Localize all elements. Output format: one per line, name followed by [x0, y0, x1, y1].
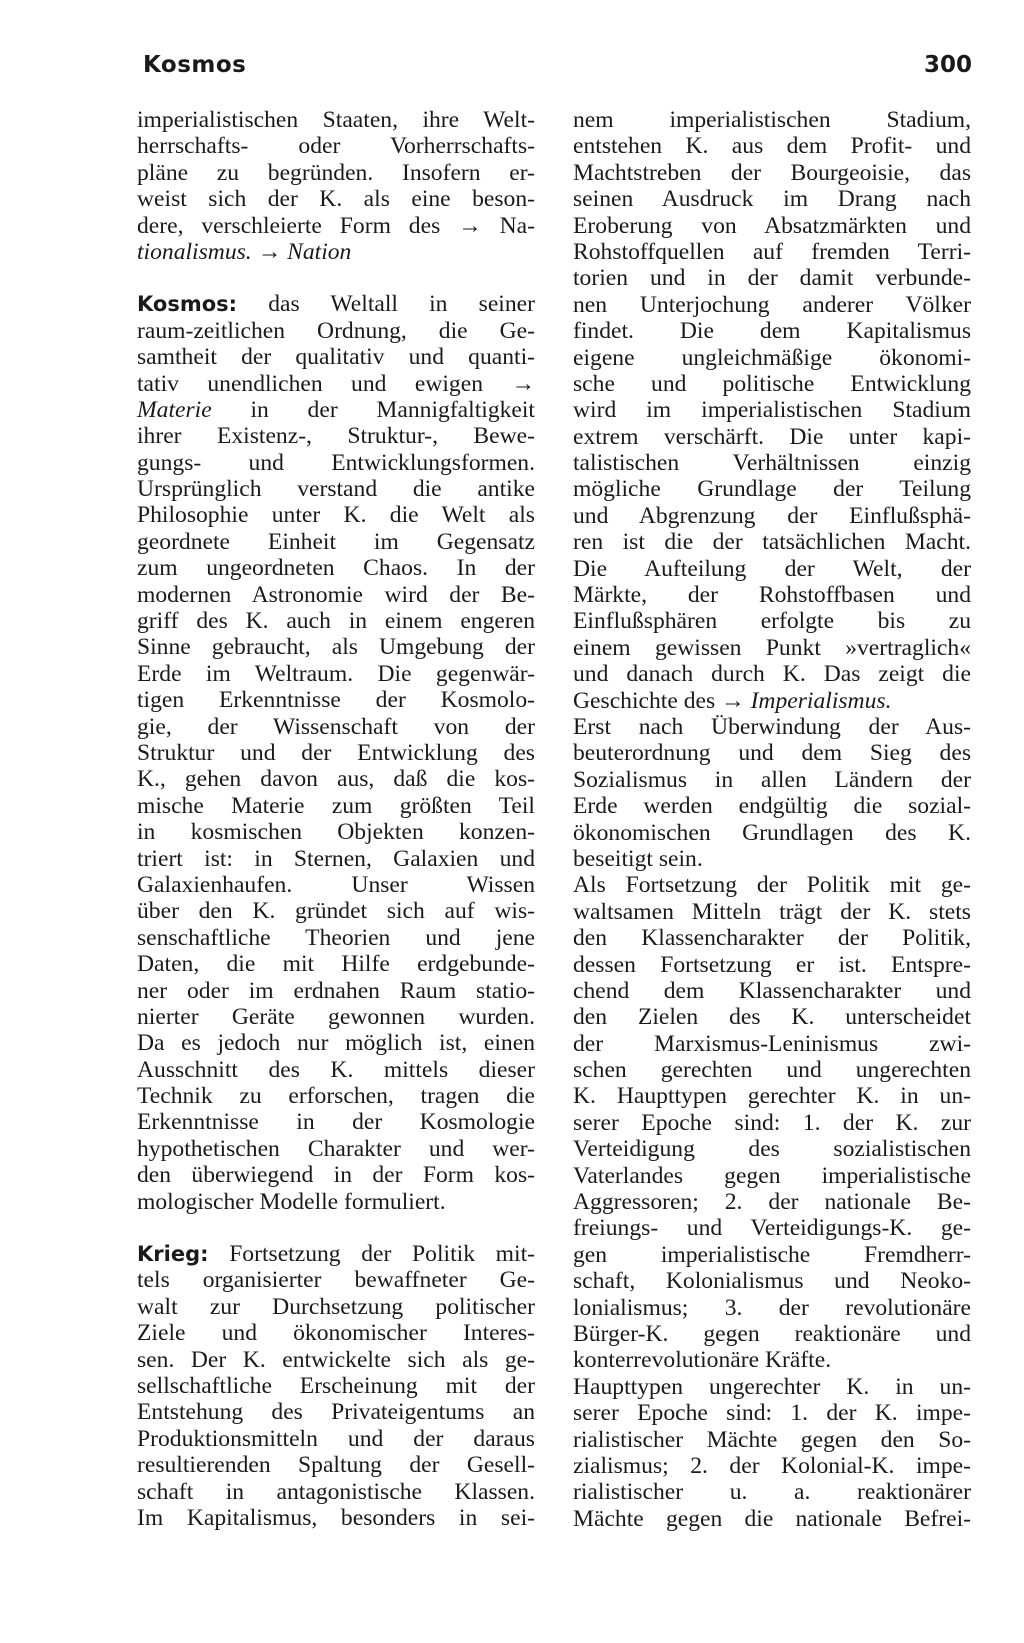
text-line: über den K. gründet sich auf wis- [137, 898, 535, 925]
text-line: nen Unterjochung anderer Völker [573, 291, 971, 318]
text-line: tativ unendlichen und ewigen → [137, 370, 535, 397]
text-line: Produktionsmitteln und der daraus [137, 1425, 535, 1452]
kosmos-line1-text: das Weltall in seiner [237, 291, 535, 318]
running-head: Kosmos [143, 52, 247, 78]
text-line: imperialistischen Staaten, ihre Welt- [137, 107, 535, 133]
text-line: gen imperialistische Fremdherr- [573, 1241, 971, 1268]
text-line: Verteidigung des sozialistischen [573, 1136, 971, 1163]
imperialismus-prefix: Geschichte des → [573, 687, 751, 714]
text-line: mologischer Modelle formuliert. [137, 1188, 446, 1215]
text-line: Erkenntnisse in der Kosmologie [137, 1109, 535, 1136]
text-line: torien und in der damit verbunde- [573, 265, 971, 292]
text-line: ihrer Existenz-, Struktur-, Bewe- [137, 423, 535, 450]
entry-krieg [137, 1241, 535, 1531]
krieg-continued-b [573, 714, 971, 846]
text-line: gie, der Wissenschaft von der [137, 713, 535, 740]
text-line: serer Epoche sind: 1. der K. impe- [573, 1400, 971, 1427]
krieg-text [137, 1267, 535, 1531]
text-line: Struktur und der Entwicklung des [137, 739, 535, 766]
text-line: einem gewissen Punkt »vertraglich« [573, 634, 971, 661]
materie-line-rest: in der Mannigfaltigkeit [211, 396, 535, 423]
text-line: Entstehung des Privateigentums an [137, 1399, 535, 1426]
text-line: tigen Erkenntnisse der Kosmolo- [137, 687, 535, 714]
kosmos-text-a [137, 318, 535, 397]
text-line: samtheit der qualitativ und quanti- [137, 344, 535, 371]
text-line: wird im imperialistischen Stadium [573, 397, 971, 424]
text-line: zum ungeordneten Chaos. In der [137, 555, 535, 582]
text-line: der Marxismus-Leninismus zwi- [573, 1030, 971, 1057]
text-line: schaft, Kolonialismus und Neoko- [573, 1268, 971, 1295]
text-line: Im Kapitalismus, besonders in sei- [137, 1504, 535, 1531]
text-line: sche und politische Entwicklung [573, 370, 971, 397]
text-line: in kosmischen Objekten konzen- [137, 819, 535, 846]
text-line: freiungs- und Verteidigungs-K. ge- [573, 1215, 971, 1242]
text-line: ren ist die der tatsächlichen Macht. [573, 529, 971, 556]
text-line: Philosophie unter K. die Welt als [137, 502, 535, 529]
text-line: Als Fortsetzung der Politik mit ge- [573, 872, 971, 899]
text-line: Erde werden endgültig die sozial- [573, 793, 971, 820]
text-line: K., gehen davon aus, daß die kos- [137, 766, 535, 793]
text-line: nierter Geräte gewonnen wurden. [137, 1003, 535, 1030]
text-line: triert ist: in Sternen, Galaxien und [137, 845, 535, 872]
text-line: modernen Astronomie wird der Be- [137, 581, 535, 608]
text-line: Erst nach Überwindung der Aus- [573, 713, 971, 740]
right-c-last-line: konterrevolutionäre Kräfte. [573, 1347, 832, 1374]
krieg-first-line [137, 1241, 535, 1267]
text-line: ökonomischen Grundlagen des K. [573, 819, 971, 846]
kosmos-text-b [137, 423, 535, 1215]
text-line: nem imperialistischen Stadium, [573, 107, 971, 133]
text-line: Haupttypen ungerechter K. in un- [573, 1373, 971, 1400]
text-line: dere, verschleierte Form des → Na- [137, 212, 535, 239]
text-line: schaft in antagonistische Klassen. [137, 1478, 535, 1505]
text-line: extrem verschärft. Die unter kapi- [573, 423, 971, 450]
krieg-continued-a [573, 107, 971, 688]
text-line: weist sich der K. als eine beson- [137, 186, 535, 213]
text-line: talistischen Verhältnissen einzig [573, 450, 971, 477]
text-line: rialistischer u. a. reaktionärer [573, 1479, 971, 1506]
text-line: Mächte gegen die nationale Befrei- [573, 1505, 971, 1532]
text-line: rialistischer Mächte gegen den So- [573, 1426, 971, 1453]
krieg-continued-d [573, 1374, 971, 1532]
text-line: und Abgrenzung der Einflußsphä- [573, 502, 971, 529]
text-line: raum-zeitlichen Ordnung, die Ge- [137, 317, 535, 344]
text-line: hypothetischen Charakter und wer- [137, 1135, 535, 1162]
text-line: Technik zu erforschen, tragen die [137, 1083, 535, 1110]
imperialismus-ref[interactable]: Imperialismus. [750, 687, 892, 714]
nation-ref[interactable]: Nation [287, 238, 352, 265]
text-line: waltsamen Mitteln trägt der K. stets [573, 898, 971, 925]
text-line: griff des K. auch in einem engeren [137, 608, 535, 635]
intro-last-line [137, 239, 535, 265]
text-line: gungs- und Entwicklungsformen. [137, 449, 535, 476]
imperialismus-line [573, 688, 971, 714]
text-line: Eroberung von Absatzmärkten und [573, 212, 971, 239]
text-line: beuterordnung und dem Sieg des [573, 740, 971, 767]
text-line: Rohstoffquellen auf fremden Terri- [573, 238, 971, 265]
text-line: Sinne gebraucht, als Umgebung der [137, 634, 535, 661]
text-line: pläne zu begründen. Insofern er- [137, 159, 535, 186]
arrow-icon: → [251, 238, 288, 265]
text-line: Ausschnitt des K. mittels dieser [137, 1056, 535, 1083]
right-column [573, 107, 971, 1532]
text-line: den überwiegend in der Form kos- [137, 1162, 535, 1189]
left-column [137, 107, 535, 1531]
kosmos-materie-line [137, 397, 535, 423]
nationalismus-ref[interactable]: tionalismus. [137, 238, 252, 265]
materie-ref[interactable]: Materie [137, 396, 212, 423]
text-line: entstehen K. aus dem Profit- und [573, 133, 971, 160]
text-line: mögliche Grundlage der Teilung [573, 476, 971, 503]
text-line: findet. Die dem Kapitalismus [573, 318, 971, 345]
text-line: dessen Fortsetzung er ist. Entspre- [573, 951, 971, 978]
text-line: eigene ungleichmäßige ökonomi- [573, 344, 971, 371]
entry-kosmos [137, 291, 535, 1215]
text-line: Vaterlandes gegen imperialistische [573, 1162, 971, 1189]
text-line: walt zur Durchsetzung politischer [137, 1293, 535, 1320]
text-line: sen. Der K. entwickelte sich als ge- [137, 1346, 535, 1373]
text-line: Die Aufteilung der Welt, der [573, 555, 971, 582]
text-line: Märkte, der Rohstoffbasen und [573, 582, 971, 609]
text-line: und danach durch K. Das zeigt die [573, 661, 971, 688]
text-line: herrschafts- oder Vorherrschafts- [137, 133, 535, 160]
text-line: den Zielen des K. unterscheidet [573, 1004, 971, 1031]
text-line: Ziele und ökonomischer Interes- [137, 1320, 535, 1347]
text-line: den Klassencharakter der Politik, [573, 925, 971, 952]
right-b-last-line: beseitigt sein. [573, 845, 703, 872]
text-line: geordnete Einheit im Gegensatz [137, 528, 535, 555]
text-line: schen gerechten und ungerechten [573, 1057, 971, 1084]
kosmos-term: Kosmos: [137, 292, 238, 317]
text-line: K. Haupttypen gerechter K. in un- [573, 1083, 971, 1110]
intro-paragraph [137, 107, 535, 239]
text-line: Da es jedoch nur möglich ist, einen [137, 1030, 535, 1057]
text-line: Aggressoren; 2. der nationale Be- [573, 1189, 971, 1216]
text-line: Daten, die mit Hilfe erdgebunde- [137, 951, 535, 978]
text-line: zialismus; 2. der Kolonial-K. impe- [573, 1452, 971, 1479]
krieg-line1-text: Fortsetzung der Politik mit- [208, 1241, 535, 1268]
page-number: 300 [923, 52, 972, 78]
text-line: resultierenden Spaltung der Gesell- [137, 1452, 535, 1479]
text-line: Bürger-K. gegen reaktionäre und [573, 1320, 971, 1347]
text-line: Galaxienhaufen. Unser Wissen [137, 871, 535, 898]
text-line: Einflußsphären erfolgte bis zu [573, 608, 971, 635]
text-line: lonialismus; 3. der revolutionäre [573, 1294, 971, 1321]
krieg-continued-c [573, 872, 971, 1347]
text-line: tels organisierter bewaffneter Ge- [137, 1267, 535, 1294]
kosmos-first-line [137, 291, 535, 317]
text-line: sellschaftliche Erscheinung mit der [137, 1372, 535, 1399]
text-line: seinen Ausdruck im Drang nach [573, 186, 971, 213]
text-line: Machtstreben der Bourgeoisie, das [573, 159, 971, 186]
text-line: ner oder im erdnahen Raum statio- [137, 977, 535, 1004]
text-line: mische Materie zum größten Teil [137, 792, 535, 819]
text-line: chend dem Klassencharakter und [573, 977, 971, 1004]
text-line: senschaftliche Theorien und jene [137, 924, 535, 951]
text-line: serer Epoche sind: 1. der K. zur [573, 1109, 971, 1136]
krieg-term: Krieg: [137, 1242, 209, 1267]
text-line: Ursprünglich verstand die antike [137, 476, 535, 503]
text-line: Sozialismus in allen Ländern der [573, 766, 971, 793]
text-line: Erde im Weltraum. Die gegenwär- [137, 660, 535, 687]
